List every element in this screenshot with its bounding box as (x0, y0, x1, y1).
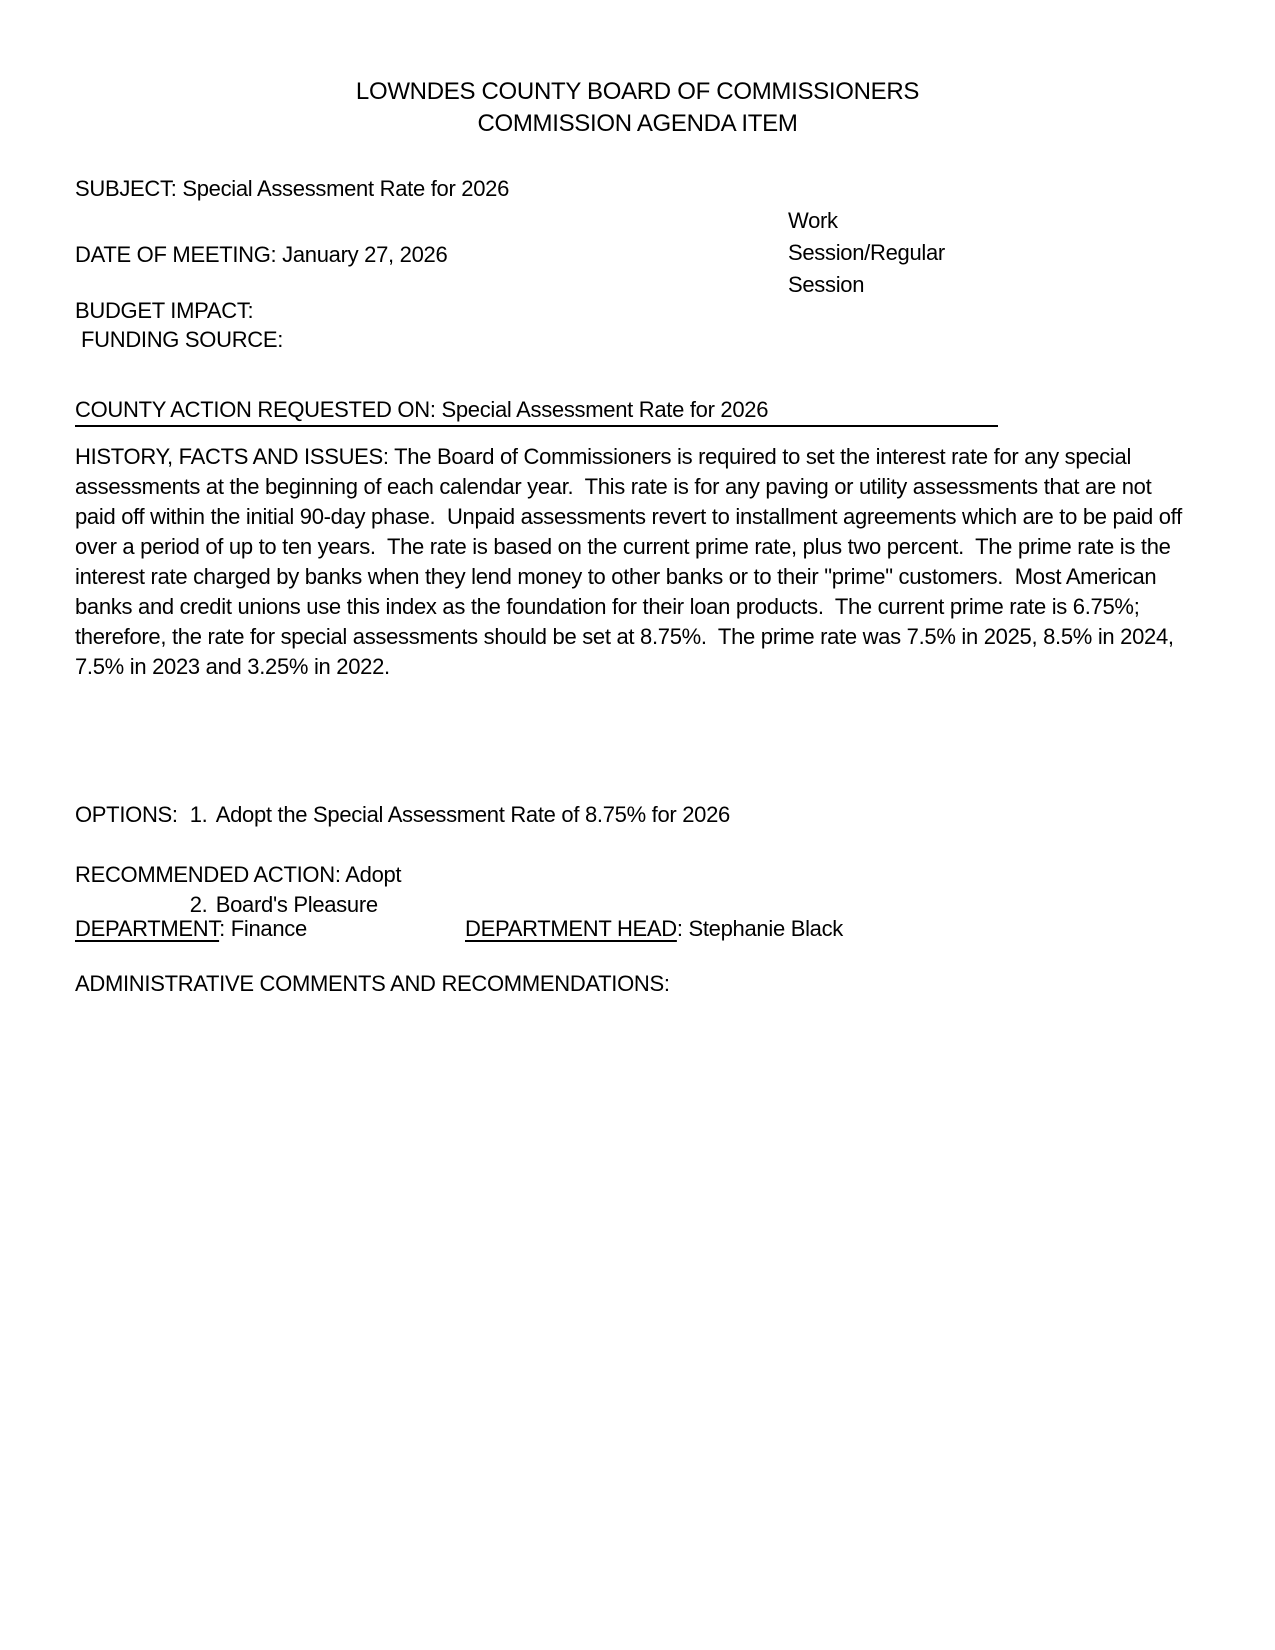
department-label: DEPARTMENT (75, 916, 220, 941)
department-line (75, 914, 307, 944)
funding-source-line (81, 325, 283, 355)
option-1-text: Adopt the Special Assessment Rate of 8.75% for 2026 (215, 802, 730, 827)
budget-impact-label: BUDGET IMPACT: (75, 298, 254, 323)
recommended-action-value: Adopt (340, 862, 402, 887)
funding-source-label: FUNDING SOURCE: (81, 327, 284, 352)
session-note: Work Session/Regular Session (788, 208, 951, 297)
department-head-line (465, 914, 843, 944)
subject-value: Special Assessment Rate for 2026 (176, 176, 510, 201)
subject-label: SUBJECT: (75, 176, 177, 201)
option-2-number: 2. (189, 892, 208, 917)
recommended-action-label: RECOMMENDED ACTION: (75, 862, 341, 887)
title-line-2: COMMISSION AGENDA ITEM (477, 110, 798, 137)
department-value: : Finance (219, 916, 307, 941)
history-facts-issues-paragraph: HISTORY, FACTS AND ISSUES: The Board of Commissioners is required to set the interest rate for any special assessments at the beginning of each calendar year. This rate is for any paving or utility assessments that are not paid off within the initial 90-day phase. Unpaid assessments revert to installment agreements which are to be paid off over a period of up to ten years. The rate is based on the current prime rate, plus two percent. The prime rate is the interest rate charged by banks when they lend money to other banks or to their "prime" customers. Most American banks and credit unions use this index as the foundation for their loan products. The current prime rate is 6.75%; therefore, the rate for special assessments should be set at 8.75%. The prime rate was 7.5% in 2025, 8.5% in 2024, 7.5% in 2023 and 3.25% in 2022. (75, 444, 1188, 679)
title-line-1: LOWNDES COUNTY BOARD OF COMMISSIONERS (355, 78, 920, 105)
document-title (0, 76, 1275, 140)
county-action-label: COUNTY ACTION REQUESTED ON: (75, 397, 436, 422)
date-of-meeting-value: January 27, 2026 (276, 242, 448, 267)
option-1-number: 1. (189, 802, 208, 827)
county-action-line (75, 395, 998, 427)
date-of-meeting-line (75, 240, 447, 270)
option-row-1 (75, 800, 1075, 830)
option-2-text: Board's Pleasure (215, 892, 378, 917)
administrative-comments-label: ADMINISTRATIVE COMMENTS AND RECOMMENDATIONS: (75, 971, 670, 996)
department-head-value: : Stephanie Black (676, 916, 843, 941)
recommended-action-line (75, 860, 401, 890)
administrative-comments-line (75, 969, 670, 999)
county-action-value: Special Assessment Rate for 2026 (435, 397, 769, 422)
budget-impact-line (75, 296, 253, 326)
options-label: OPTIONS: (75, 802, 178, 827)
department-head-label: DEPARTMENT HEAD (465, 916, 677, 941)
date-of-meeting-label: DATE OF MEETING: (75, 242, 277, 267)
subject-line (75, 174, 509, 204)
